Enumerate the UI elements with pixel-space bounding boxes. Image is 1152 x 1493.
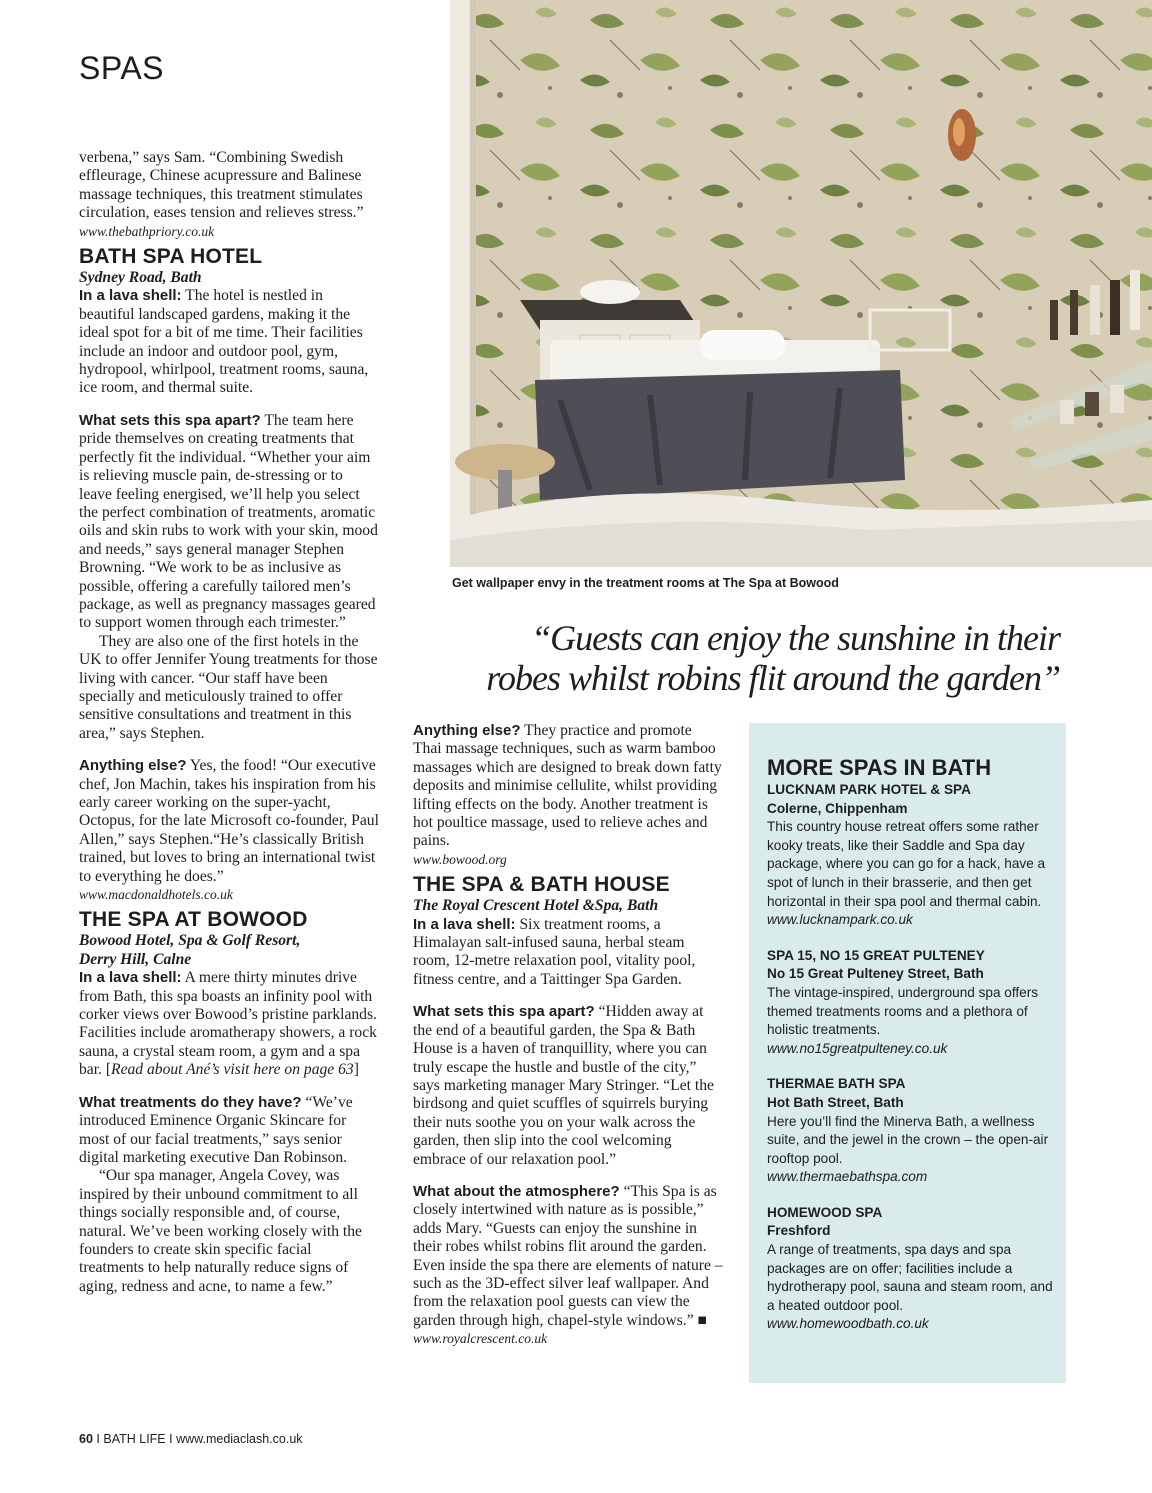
bowood-location-2: Derry Hill, Calne xyxy=(79,950,192,968)
bowood-location-1: Bowood Hotel, Spa & Golf Resort, xyxy=(79,932,301,950)
section-label: SPAS xyxy=(79,50,164,86)
apart-lead: What sets this spa apart? xyxy=(79,411,261,429)
article-column-left xyxy=(79,149,379,1296)
lava-shell-lead: In a lava shell: xyxy=(79,287,182,305)
footer-website: www.mediaclash.co.uk xyxy=(176,1432,303,1446)
sidebar-entry-name: HOMEWOOD SPA xyxy=(767,1204,883,1220)
sidebar-entry-name: THERMAE BATH SPA xyxy=(767,1076,906,1092)
bracket-close: ] xyxy=(353,1061,359,1079)
sidebar-entry-name: SPA 15, NO 15 GREAT PULTENEY xyxy=(767,947,985,963)
sidebar-entry-text: The vintage-inspired, underground spa offers themed treatments rooms and a plethora of holistic treatments. xyxy=(767,984,1039,1038)
sidebar-entry-url: www.no15greatpulteney.co.uk xyxy=(767,1040,948,1056)
sidebar-entry-location: Freshford xyxy=(767,1223,831,1239)
sidebar-entry-url: www.thermaebathspa.com xyxy=(767,1169,928,1185)
else-lead: Anything else? xyxy=(413,722,521,739)
pull-quote-line2: robes whilst robins flit around the garden” xyxy=(486,658,1060,698)
page-footer xyxy=(79,1432,303,1446)
sidebar-entry xyxy=(767,781,1057,930)
bowood-treat-paragraph-2: “Our spa manager, Angela Covey, was inspired by their unbound commitment to all things socially responsible and, of course, natural. We’ve been working closely with the founders to create skin specific facial treatments to help naturally reduce signs of aging, redness and acne, to name a few.” xyxy=(79,1167,362,1295)
bath-house-atmos-paragraph xyxy=(413,1183,723,1330)
magazine-name: BATH LIFE xyxy=(103,1432,166,1446)
bowood-else-paragraph xyxy=(413,722,723,851)
apart-text: “Hidden away at the end of a beautiful garden, the Spa & Bath House is a haven of tranquillity, where you can truly escape the hustle and bustle of the city,” says marketing manager Mary Stringer. “Let the birdsong and quiet scuffles of squirrels burying their nuts soothe you on your walk across the garden, then slip into the cool welcoming embrace of our relaxation pool.” xyxy=(413,1003,714,1168)
bath-spa-else-paragraph xyxy=(79,757,379,886)
heading-spa-at-bowood: THE SPA AT BOWOOD xyxy=(79,908,308,932)
heading-bath-spa-hotel: BATH SPA HOTEL xyxy=(79,245,263,269)
bath-house-url: www.royalcrescent.co.uk xyxy=(413,1331,548,1347)
sidebar-entry xyxy=(767,1075,1057,1187)
atmos-text: “This Spa is as closely intertwined with nature as is possible,” adds Mary. “Guests can enjoy the sunshine in their robes whilst robins flit around the garden. Even inside the spa there are elements of nature – such as the 3D-effect silver leaf wallpaper. And from the relaxation pool guests can view the garden through high, chapel-style windows.” xyxy=(413,1182,723,1329)
sidebar-title: MORE SPAS IN BATH xyxy=(767,755,992,780)
more-spas-sidebar xyxy=(749,723,1066,1383)
else-lead: Anything else? xyxy=(79,757,187,775)
intro-paragraph: verbena,” says Sam. “Combining Swedish effleurage, Chinese acupressure and Balinese massage techniques, this treatment stimulates circulation, eases tension and relieves stress.” xyxy=(79,149,364,222)
bath-spa-location: Sydney Road, Bath xyxy=(79,269,202,287)
bath-house-apart-paragraph xyxy=(413,1003,723,1169)
bowood-crossref: Read about Ané’s visit here on page 63 xyxy=(111,1061,354,1079)
footer-separator: I xyxy=(96,1432,100,1446)
heading-spa-bath-house: THE SPA & BATH HOUSE xyxy=(413,873,670,897)
sidebar-entry-name: LUCKNAM PARK HOTEL & SPA xyxy=(767,782,971,797)
bowood-treat-paragraph xyxy=(79,1094,379,1168)
intro-url: www.thebathpriory.co.uk xyxy=(79,223,215,239)
atmos-lead: What about the atmosphere? xyxy=(413,1182,620,1200)
sidebar-entry-location: No 15 Great Pulteney Street, Bath xyxy=(767,966,984,982)
sidebar-entry-text: A range of treatments, spa days and spa packages are on offer; facilities include a hydrotherapy pool, sauna and steam room, and a heated outdoor pool. xyxy=(767,1242,1053,1313)
bowood-url: www.bowood.org xyxy=(413,851,507,867)
pull-quote-line1: “Guests can enjoy the sunshine in their xyxy=(531,618,1060,658)
footer-separator: I xyxy=(169,1432,173,1446)
lava-shell-lead: In a lava shell: xyxy=(79,969,182,987)
sidebar-entry-url: www.homewoodbath.co.uk xyxy=(767,1316,929,1332)
bowood-lava-paragraph xyxy=(79,969,379,1079)
lava-shell-text: Six treatment rooms, a Himalayan salt-infused sauna, herbal steam room, 12-metre relaxation pool, vitality pool, fitness centre, and a Taittinger Spa Garden. xyxy=(413,915,696,988)
end-mark-icon: ■ xyxy=(697,1311,707,1329)
article-column-middle xyxy=(413,722,723,1349)
bath-spa-apart-paragraph xyxy=(79,412,379,633)
treat-lead: What treatments do they have? xyxy=(79,1093,302,1111)
pull-quote xyxy=(470,618,1060,698)
else-text: They practice and promote Thai massage techniques, such as warm bamboo massages which are designed to break down fatty deposits and minimise cellulite, whilst providing lifting effects on the body. Another treatment is hot poultice massage, used to relieve aches and pains. xyxy=(413,722,722,850)
bath-spa-apart-paragraph-2: They are also one of the first hotels in the UK to offer Jennifer Young treatments for those living with cancer. “Our staff have been specially and meticulously trained to offer sensitive consultations and treatment in this area,” says Stephen. xyxy=(79,632,378,742)
sidebar-entry-text: Here you’ll find the Minerva Bath, a wellness suite, and the jewel in the crown – the open-air rooftop pool. xyxy=(767,1113,1049,1166)
sidebar-entry xyxy=(767,947,1057,1059)
lava-shell-lead: In a lava shell: xyxy=(413,915,516,933)
lava-shell-text: A mere thirty minutes drive from Bath, this spa boasts an infinity pool with corker views over Bowood’s pristine parklands. Facilities include aromatherapy showers, a rock sauna, a crystal steam room, a gym and a spa bar. [ xyxy=(79,969,377,1079)
sidebar-entry-text: This country house retreat offers some rather kooky treats, like their Saddle and Spa day package, where you can go for a hack, have a spot of lunch in their brasserie, and then get horizontal in their spa pool and thermal cabin. xyxy=(767,819,1046,909)
bath-spa-lava-paragraph xyxy=(79,287,379,397)
apart-text: The team here pride themselves on creating treatments that perfectly fit the individual. “Whether your aim is relieving muscle pain, de-stressing or to leave feeling energised, we’ll help you select the perfect combination of treatments, aromatic oils and skin rubs to work with your skin, mood and needs,” says general manager Stephen Browning. “We work to be as inclusive as possible, offering a carefully tailored men’s package, as well as pregnancy massages geared to support women through each trimester.” xyxy=(79,411,378,632)
lava-shell-text: The hotel is nestled in beautiful landscaped gardens, making it the ideal spot for a bit of me time. Their facilities include an indoor and outdoor pool, gym, hydropool, whirlpool, treatment rooms, sauna, ice room, and thermal suite. xyxy=(79,287,369,397)
sidebar-entry xyxy=(767,1204,1057,1334)
else-text: Yes, the food! “Our executive chef, Jon Machin, takes his inspiration from his early career working on the super-yacht, Octopus, for the late Microsoft co-founder, Paul Allen,” says Stephen.“He’s classically British trained, but loves to bring an international twist to everything he does.” xyxy=(79,757,379,885)
bath-house-lava-paragraph xyxy=(413,916,723,990)
page-number: 60 xyxy=(79,1432,93,1446)
bath-house-location: The Royal Crescent Hotel &Spa, Bath xyxy=(413,897,659,915)
sidebar-entry-location: Hot Bath Street, Bath xyxy=(767,1094,904,1110)
photo-caption: Get wallpaper envy in the treatment rooms at The Spa at Bowood xyxy=(452,576,839,590)
bath-spa-url: www.macdonaldhotels.co.uk xyxy=(79,887,233,903)
sidebar-entry-url: www.lucknampark.co.uk xyxy=(767,912,913,928)
sidebar-entry-location: Colerne, Chippenham xyxy=(767,800,908,816)
apart-lead: What sets this spa apart? xyxy=(413,1003,595,1021)
treat-text: “We’ve introduced Eminence Organic Skincare for most of our facial treatments,” says senior digital marketing executive Dan Robinson. xyxy=(79,1093,353,1166)
spa-treatment-room-photo xyxy=(450,0,1152,567)
